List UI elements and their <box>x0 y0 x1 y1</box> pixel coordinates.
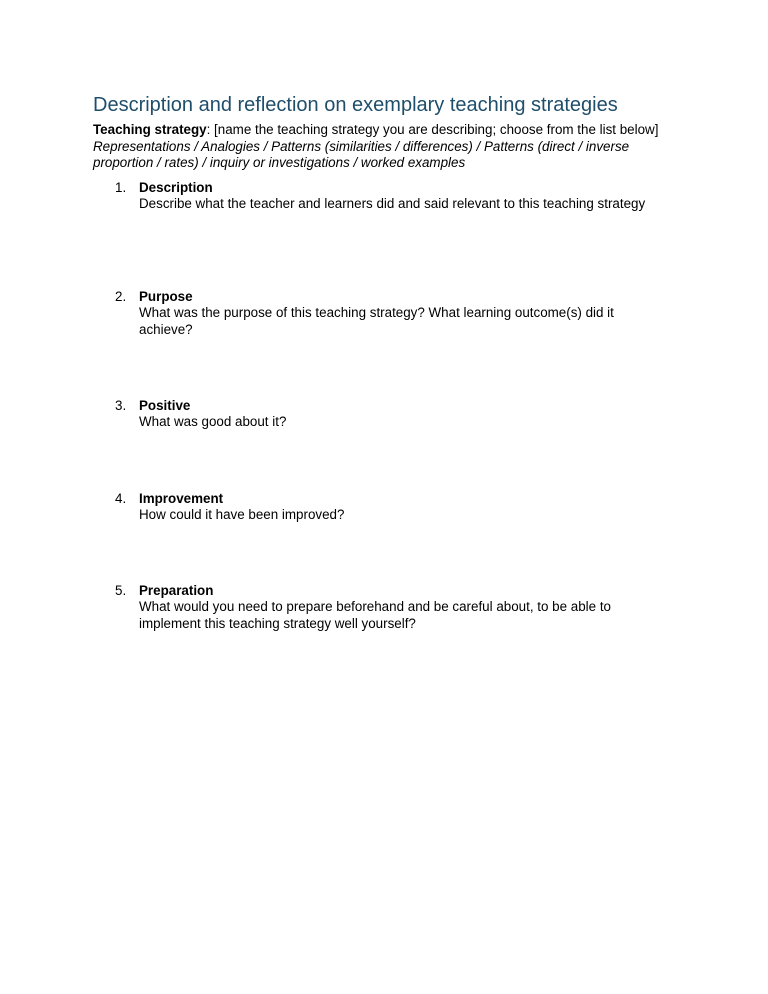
question-description <box>93 180 659 289</box>
question-heading: Improvement <box>139 490 224 506</box>
question-prompt: What was good about it? <box>139 414 287 429</box>
question-number: 1. <box>115 179 127 195</box>
strategy-options: Representations / Analogies / Patterns (similarities / differences) / Patterns (direct / inverse proportion / rates) / inquiry or investigations / worked examples <box>93 138 630 170</box>
question-number: 2. <box>115 288 127 304</box>
question-improvement <box>93 491 659 583</box>
question-heading: Preparation <box>139 582 214 598</box>
strategy-label: Teaching strategy <box>93 122 207 137</box>
question-number: 4. <box>115 490 127 506</box>
question-prompt: How could it have been improved? <box>139 507 345 522</box>
question-number: 3. <box>115 397 127 413</box>
question-prompt: Describe what the teacher and learners did and said relevant to this teaching strategy <box>139 196 646 211</box>
question-prompt: What would you need to prepare beforehand and be careful about, to be able to implement this teaching strategy well yourself? <box>139 599 611 631</box>
question-positive <box>93 398 659 491</box>
strategy-instruction-line <box>93 122 658 137</box>
question-preparation <box>93 583 659 643</box>
question-heading: Purpose <box>139 288 193 304</box>
question-number: 5. <box>115 582 127 598</box>
strategy-instruction: : [name the teaching strategy you are describing; choose from the list below] <box>206 122 659 137</box>
question-prompt: What was the purpose of this teaching strategy? What learning outcome(s) did it achieve? <box>139 305 614 337</box>
question-heading: Positive <box>139 397 191 413</box>
question-heading: Description <box>139 179 213 195</box>
reflection-questions <box>93 180 768 643</box>
strategy-intro <box>93 122 678 172</box>
question-purpose <box>93 289 659 398</box>
page-title: Description and reflection on exemplary teaching strategies <box>93 94 618 116</box>
